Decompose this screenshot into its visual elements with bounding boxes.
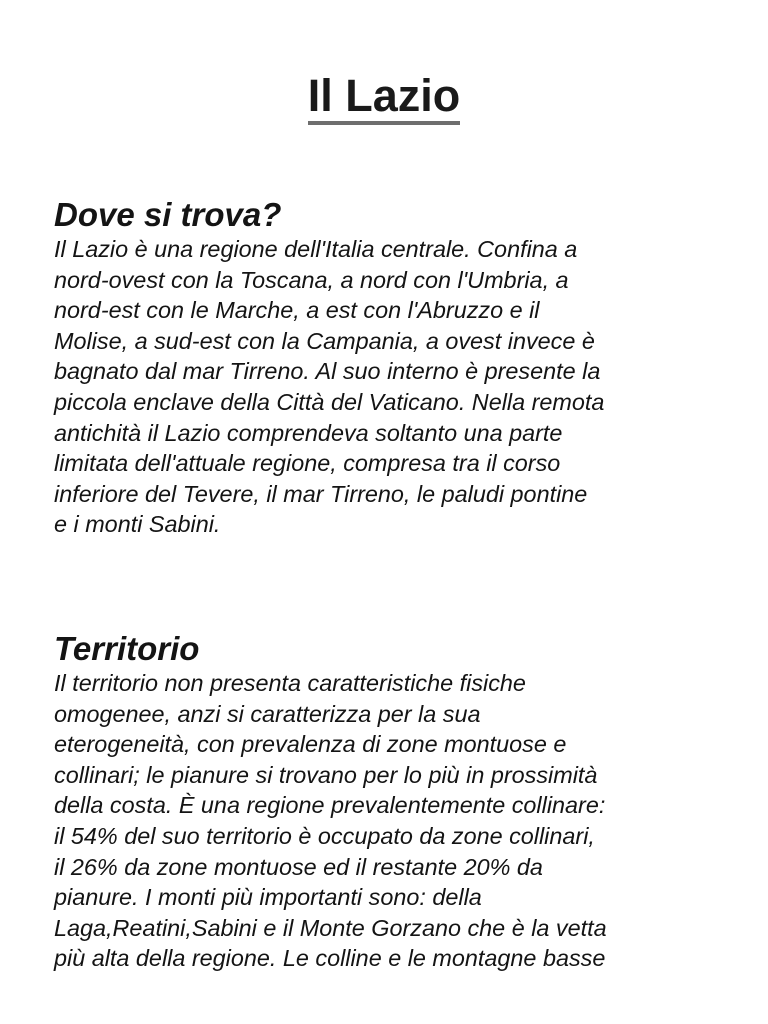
section-body: Il territorio non presenta caratteristiche fisiche omogenee, anzi si caratterizza per la sua eterogeneità, con prevalenza di zone montuose e collinari; le pianure si trovano per lo più in prossimità della costa. È una regione prevalentemente collinare: il 54% del suo territorio è occupato da zone collinari, il 26% da zone montuose ed il restante 20% da pianure. I monti più importanti sono: della Laga,Reatini,Sabini e il Monte Gorzano che è la vetta più alta della regione. Le colline e le montagne basse bbox=[54, 670, 607, 972]
section-heading: Dove si trova? bbox=[54, 196, 282, 233]
section-heading: Territorio bbox=[54, 630, 200, 667]
section-body: Il Lazio è una regione dell'Italia centrale. Confina a nord-ovest con la Toscana, a nord con l'Umbria, a nord-est con le Marche, a est con l'Abruzzo e il Molise, a sud-est con la Campania, a ovest invece è bagnato dal mar Tirreno. Al suo interno è presente la piccola enclave della Città del Vaticano. Nella remota antichità il Lazio comprendeva soltanto una parte limitata dell'attuale regione, compresa tra il corso inferiore del Tevere, il mar Tirreno, le paludi pontine e i monti Sabini. bbox=[54, 236, 605, 538]
section-territorio bbox=[54, 630, 744, 974]
section-dove-si-trova bbox=[54, 196, 744, 540]
document-title bbox=[0, 68, 768, 124]
document-title-text: Il Lazio bbox=[308, 70, 461, 125]
